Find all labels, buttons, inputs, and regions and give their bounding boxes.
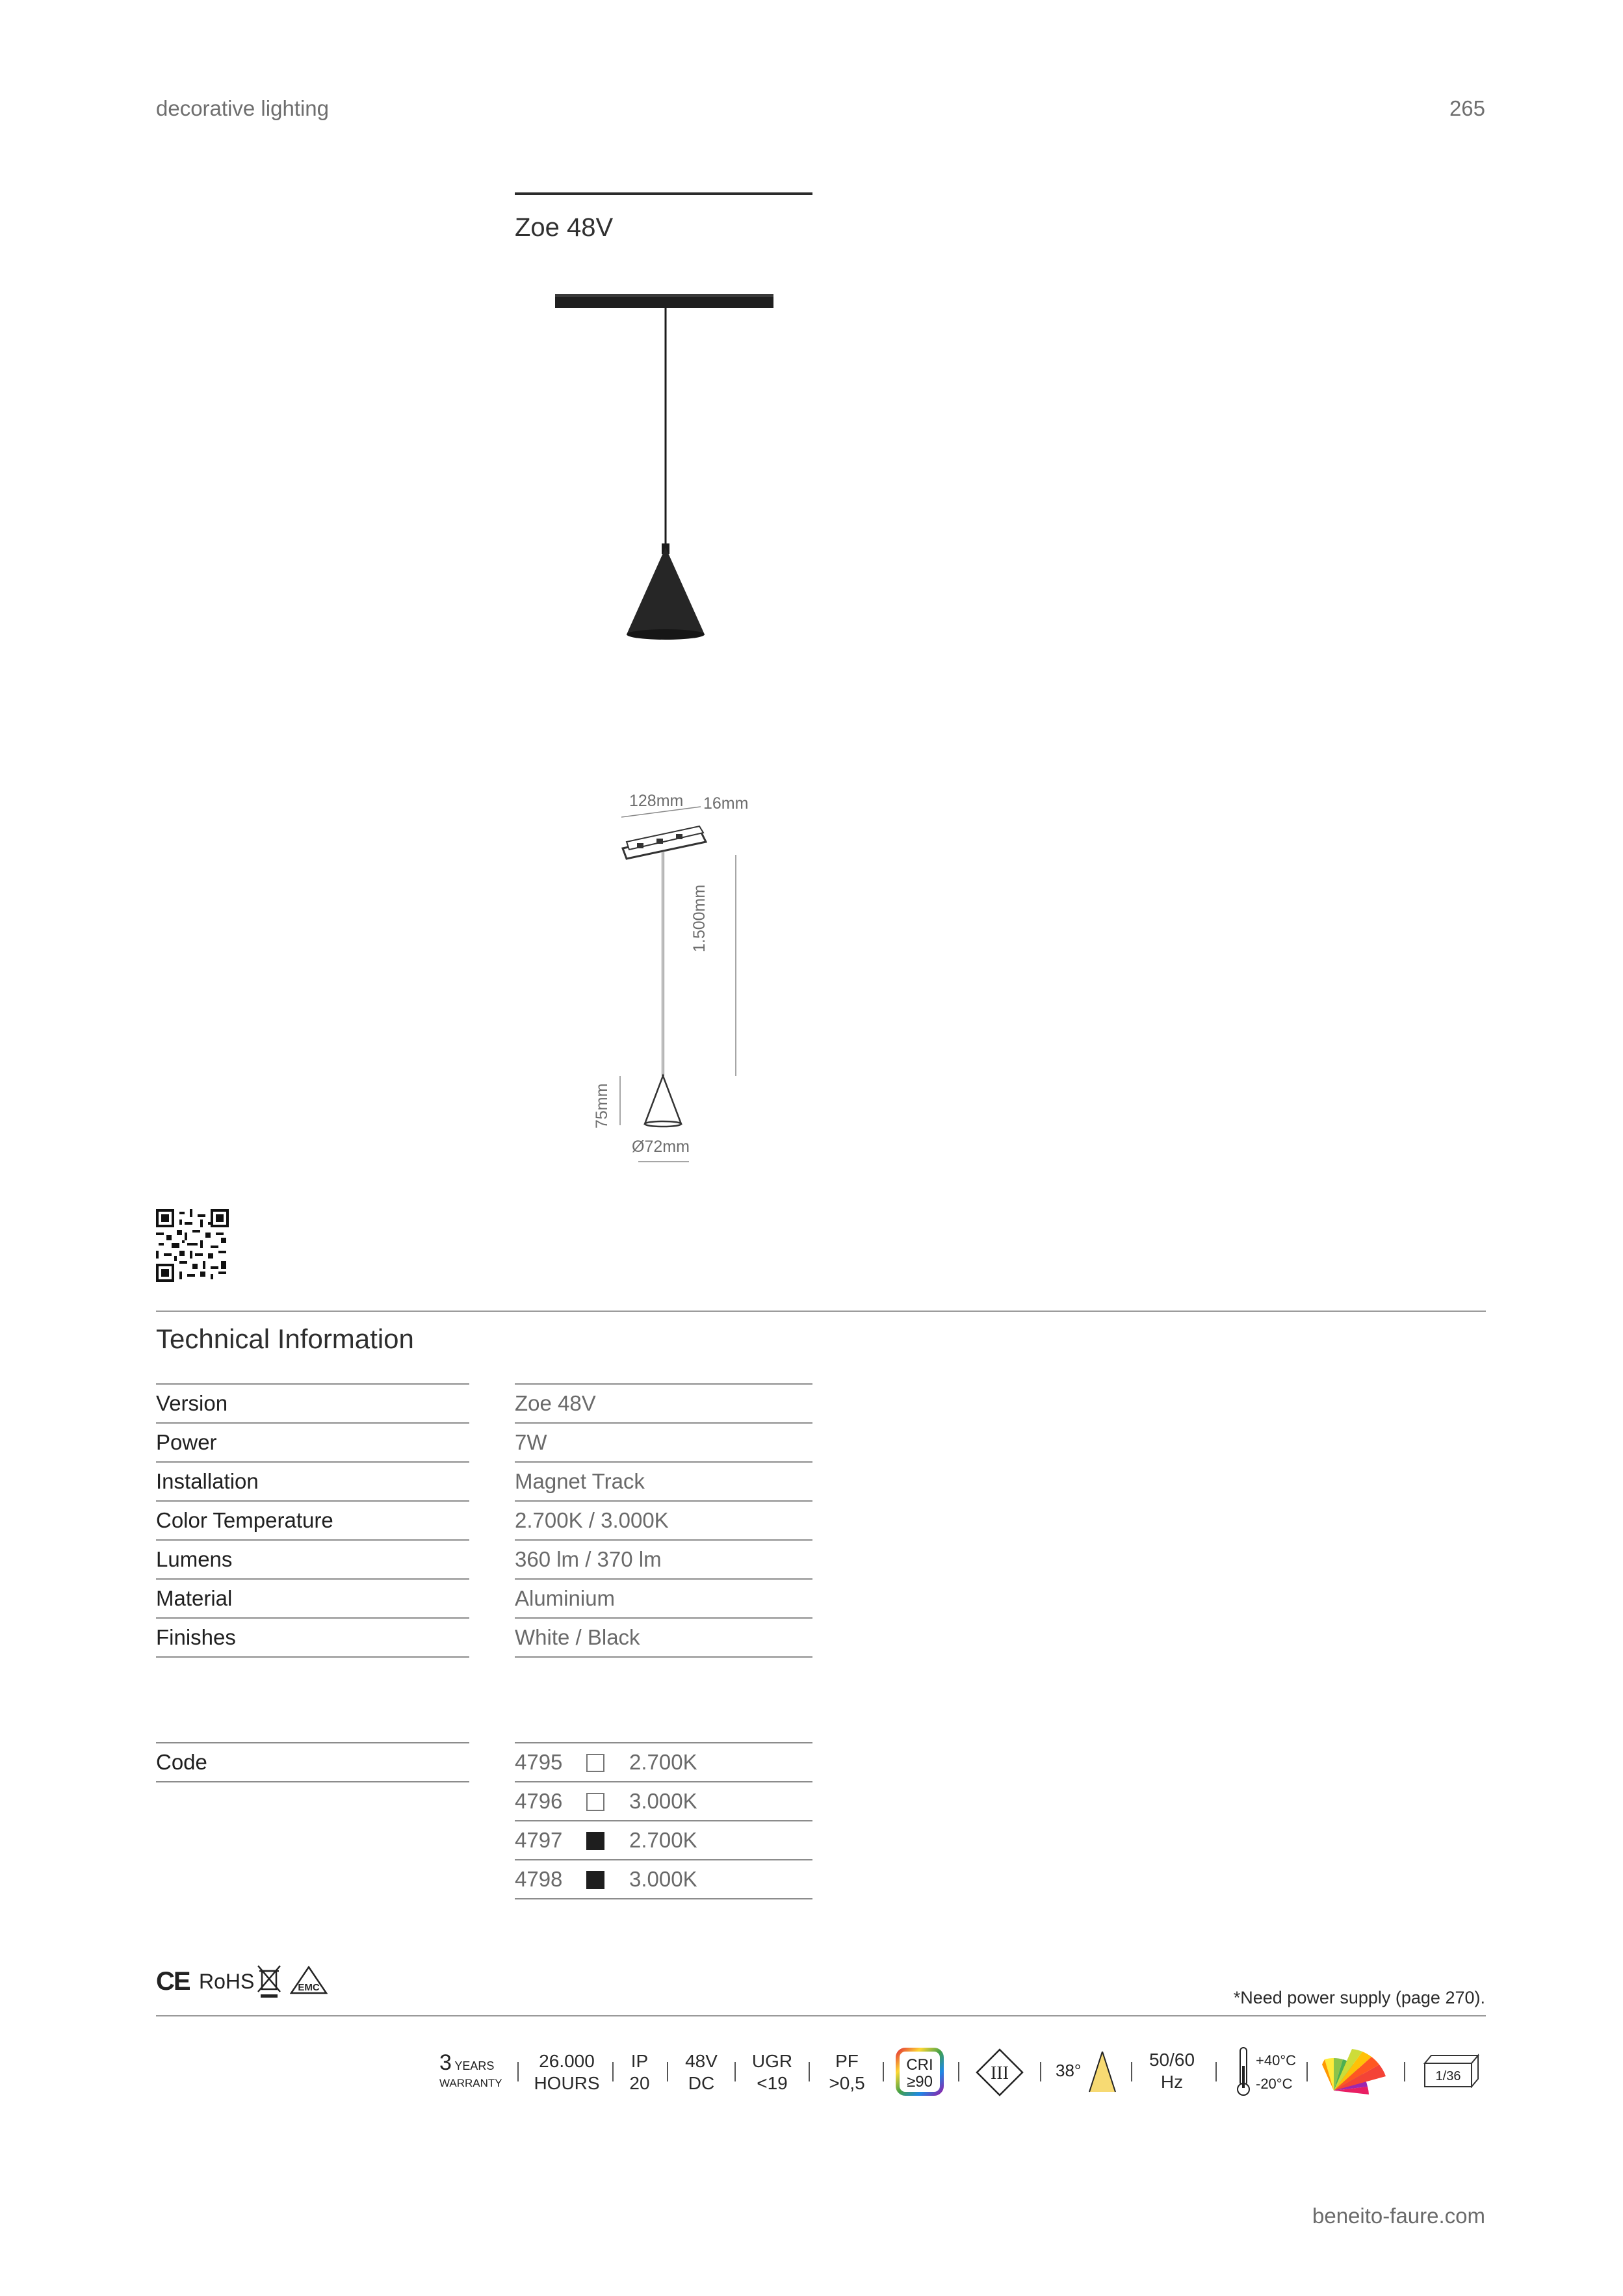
code-label-rule-top xyxy=(156,1742,469,1743)
separator xyxy=(1040,2062,1041,2081)
code-number: 4798 xyxy=(515,1867,563,1891)
separator xyxy=(1306,2062,1308,2081)
spec-rule xyxy=(515,1383,812,1385)
tech-title: Technical Information xyxy=(156,1324,414,1354)
code-number: 4795 xyxy=(515,1750,563,1774)
code-label: Code xyxy=(156,1750,207,1774)
spec-value: 7W xyxy=(515,1430,547,1454)
spec-rule xyxy=(156,1461,469,1463)
finish-swatch-white xyxy=(586,1754,604,1772)
section-rule xyxy=(156,1311,1486,1312)
code-rule xyxy=(515,1820,812,1821)
dim-length: 128mm xyxy=(629,792,684,810)
spec-label: Version xyxy=(156,1391,228,1415)
code-rule xyxy=(515,1742,812,1743)
spec-value: Zoe 48V xyxy=(515,1391,596,1415)
separator xyxy=(517,2062,519,2081)
code-rule xyxy=(515,1859,812,1860)
power-supply-note: *Need power supply (page 270). xyxy=(1233,1988,1485,2007)
class-iii-icon xyxy=(975,2048,1024,2097)
voltage-icon: 48V DC xyxy=(685,2051,718,2093)
spec-rule xyxy=(156,1500,469,1502)
dim-width: 16mm xyxy=(703,794,749,813)
code-temperature: 3.000K xyxy=(629,1789,697,1813)
code-number: 4796 xyxy=(515,1789,563,1813)
finish-swatch-white xyxy=(586,1793,604,1811)
section-title: decorative lighting xyxy=(156,96,329,120)
spec-rule xyxy=(156,1617,469,1619)
code-temperature: 3.000K xyxy=(629,1867,697,1891)
weee-bin-icon xyxy=(255,1963,283,1998)
code-temperature: 2.700K xyxy=(629,1750,697,1774)
spec-rule xyxy=(515,1461,812,1463)
spec-rule xyxy=(515,1656,812,1658)
ce-mark: CE xyxy=(156,1967,190,1996)
dim-height: 75mm xyxy=(593,1083,611,1128)
separator xyxy=(1215,2062,1217,2081)
beam-angle-icon xyxy=(1087,2049,1118,2094)
ugr-icon: UGR <19 xyxy=(751,2051,793,2093)
spec-value: 2.700K / 3.000K xyxy=(515,1508,669,1532)
packaging-box-icon xyxy=(1422,2052,1481,2088)
pf-icon: PF >0,5 xyxy=(829,2051,865,2093)
qr-code[interactable] xyxy=(156,1209,229,1282)
spec-label: Installation xyxy=(156,1469,259,1493)
code-temperature: 2.700K xyxy=(629,1828,697,1852)
spec-rule xyxy=(515,1539,812,1541)
svg-text:1/36: 1/36 xyxy=(1435,2069,1461,2083)
spec-value: White / Black xyxy=(515,1625,640,1649)
color-finishes-icon xyxy=(1322,2044,1394,2096)
spec-rule xyxy=(156,1656,469,1658)
operating-temperature: +40°C -20°C xyxy=(1256,2052,1297,2092)
dim-cable: 1.500mm xyxy=(690,884,708,952)
warranty-icon: 3 YEARS WARRANTY xyxy=(439,2050,502,2089)
finish-swatch-black xyxy=(586,1832,604,1850)
icons-rule xyxy=(156,2015,1486,2016)
spec-label: Finishes xyxy=(156,1625,236,1649)
separator xyxy=(809,2062,810,2081)
separator xyxy=(667,2062,668,2081)
dim-diameter: Ø72mm xyxy=(632,1138,690,1156)
finish-swatch-black xyxy=(586,1871,604,1889)
code-number: 4797 xyxy=(515,1828,563,1852)
spec-rule xyxy=(515,1422,812,1424)
spec-rule xyxy=(156,1539,469,1541)
spec-label: Lumens xyxy=(156,1547,233,1571)
spec-label: Power xyxy=(156,1430,217,1454)
svg-text:≥90: ≥90 xyxy=(907,2073,933,2091)
spec-label: Material xyxy=(156,1586,233,1610)
page-number: 265 xyxy=(1449,96,1485,120)
spec-rule xyxy=(515,1578,812,1580)
spec-rule xyxy=(515,1500,812,1502)
beam-angle-label: 38° xyxy=(1056,2061,1082,2080)
spec-rule xyxy=(515,1617,812,1619)
emc-icon xyxy=(290,1966,328,1994)
hours-icon: 26.000 HOURS xyxy=(534,2051,600,2093)
spec-value: 360 lm / 370 lm xyxy=(515,1547,662,1571)
spec-rule xyxy=(156,1422,469,1424)
spec-rule xyxy=(156,1578,469,1580)
code-label-rule-bottom xyxy=(156,1781,469,1782)
svg-text:CRI: CRI xyxy=(906,2056,933,2074)
spec-value: Aluminium xyxy=(515,1586,616,1610)
separator xyxy=(734,2062,736,2081)
spec-rule xyxy=(156,1383,469,1385)
thermometer-icon xyxy=(1235,2046,1252,2097)
emc-label: EMC xyxy=(298,1982,320,1993)
spec-value: Magnet Track xyxy=(515,1469,645,1493)
separator xyxy=(1404,2062,1405,2081)
title-rule xyxy=(515,192,812,195)
separator xyxy=(883,2062,884,2081)
rohs-mark: RoHS xyxy=(199,1970,255,1993)
svg-text:III: III xyxy=(991,2063,1009,2083)
product-title: Zoe 48V xyxy=(515,213,614,242)
product-photo xyxy=(546,286,780,650)
separator xyxy=(958,2062,959,2081)
code-rule xyxy=(515,1781,812,1782)
code-rule xyxy=(515,1898,812,1899)
separator xyxy=(612,2062,614,2081)
separator xyxy=(1131,2062,1132,2081)
website-link[interactable]: beneito-faure.com xyxy=(1312,2204,1485,2228)
spec-label: Color Temperature xyxy=(156,1508,333,1532)
cri-icon xyxy=(896,2048,944,2096)
frequency-icon: 50/60 Hz xyxy=(1149,2050,1195,2092)
ip-icon: IP 20 xyxy=(629,2051,650,2093)
